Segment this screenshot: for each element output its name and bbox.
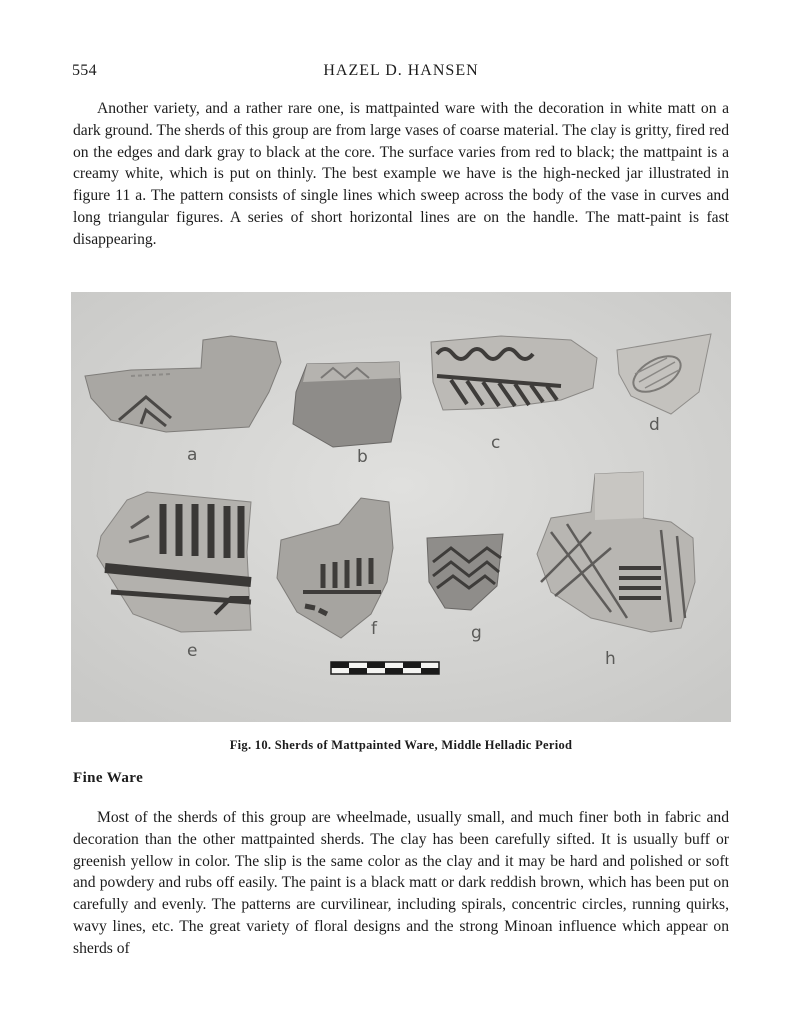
paragraph-mattpainted-white xyxy=(73,98,729,251)
page-number: 554 xyxy=(72,62,97,79)
figure-sherds-photo xyxy=(71,292,731,722)
paragraph-1-text: Another variety, and a rather rare one, is mattpainted ware with the decoration in white matt on a dark ground. The sherds of this group are from large vases of coarse material. The clay is gritty, fired red on the edges and dark gray to black at the core. The surface varies from red to black; the mattpaint is a creamy white, which is put on thinly. The best example we have is the high-necked jar illustrated in figure 11 a. The pattern consists of single lines which sweep across the body of the vase in curves and long triangular figures. A series of short horizontal lines are on the handle. The matt-paint is fast disappearing. xyxy=(73,100,729,248)
sherds-photograph xyxy=(71,292,731,722)
sherd-label-d: d xyxy=(649,415,660,435)
sherd-label-g: g xyxy=(471,623,482,643)
paragraph-fine-ware xyxy=(73,807,729,960)
figure-caption: Fig. 10. Sherds of Mattpainted Ware, Middle Helladic Period xyxy=(229,738,573,752)
sherd-label-c: c xyxy=(491,433,501,453)
paragraph-2-text: Most of the sherds of this group are wheelmade, usually small, and much finer both in fabric and decoration than the other mattpainted sherds. The clay has been carefully sifted. It is usually buff or greenish yellow in color. The slip is the same color as the clay and it may be hard and polished or soft and powdery and rubs off easily. The paint is a black matt or dark reddish brown, which has been put on carefully and evenly. The patterns are curvilinear, including spirals, concentric circles, running quirks, wavy lines, etc. The great variety of floral designs and the strong Minoan influence which appear on sherds of xyxy=(73,809,729,957)
sherd-label-b: b xyxy=(357,447,368,467)
sherd-label-h: h xyxy=(605,649,616,669)
section-heading: Fine Ware xyxy=(73,770,144,786)
running-head: HAZEL D. HANSEN xyxy=(323,62,479,79)
scale-bar xyxy=(331,662,439,674)
page-header xyxy=(72,62,730,84)
sherd-label-e: e xyxy=(187,641,198,661)
sherd-label-f: f xyxy=(371,619,377,639)
sherd-label-a: a xyxy=(187,445,198,465)
